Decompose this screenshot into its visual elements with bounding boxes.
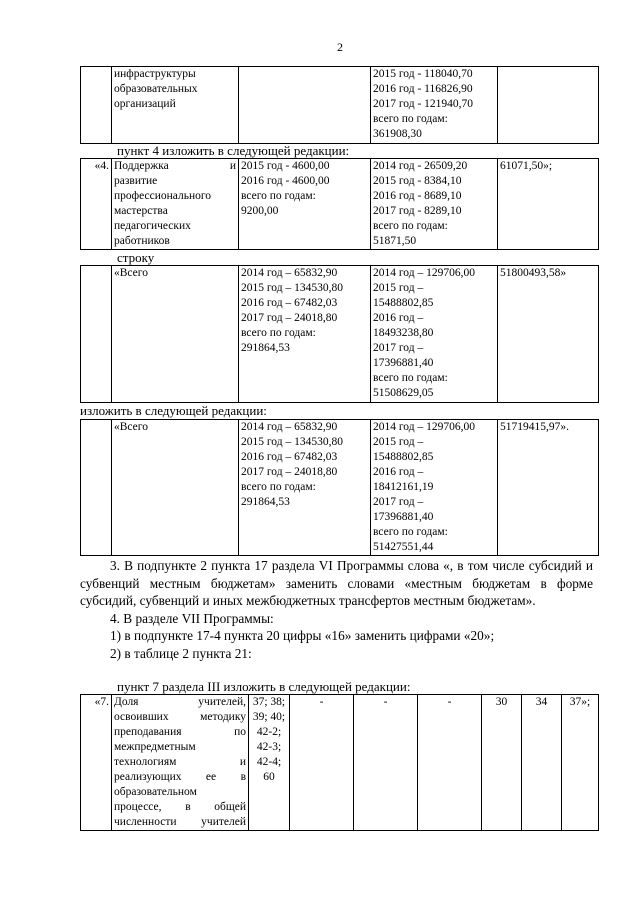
t5-v1: - — [290, 695, 354, 831]
t4-col5: 51719415,97». — [498, 420, 599, 556]
table-total-new — [80, 419, 599, 556]
t1-col5 — [498, 67, 599, 144]
paragraph-3: 3. В подпункте 2 пункта 17 раздела VI Программы слова «, в том числе субсидий и субвенций местным бюджетам» заменить словами «местным бюджетам в форме субсидий, субвенций и иных межбюджетных трансфертов местным бюджетам». — [80, 558, 593, 608]
t5-v5: 34 — [522, 695, 562, 831]
t1-col3 — [239, 67, 371, 144]
t5-num: «7. — [81, 695, 112, 831]
t5-v4: 30 — [482, 695, 522, 831]
paragraph-4: 4. В разделе VII Программы: — [110, 610, 274, 626]
t4-col3: 2014 год – 65832,90 2015 год – 134530,80 2016 год – 67482,03 2017 год – 24018,80 всего по годам: 291864,53 — [239, 420, 371, 556]
table-p7 — [80, 694, 599, 831]
t1-name: инфраструктуры образовательных организаций — [112, 67, 239, 144]
t5-v2: - — [354, 695, 418, 831]
t2-num: «4. — [81, 159, 112, 250]
t2-col5: 61071,50»; — [498, 159, 599, 250]
page-number: 2 — [337, 40, 343, 54]
instruction-p4: пункт 4 изложить в следующей редакции: — [117, 143, 350, 158]
t3-name: «Всего — [112, 266, 239, 403]
t3-col5: 51800493,58» — [498, 266, 599, 403]
t3-num — [81, 266, 112, 403]
t4-col4: 2014 год – 129706,00 2015 год – 15488802,85 2016 год – 18412161,19 2017 год – 17396881,40 всего по годам: 51427551,44 — [371, 420, 498, 556]
instruction-stroku: строку — [117, 250, 155, 265]
t5-v3: - — [418, 695, 482, 831]
body-text — [80, 557, 593, 662]
instruction-izlozhit: изложить в следующей редакции: — [80, 403, 267, 418]
t5-v6: 37»; — [562, 695, 599, 831]
t4-num — [81, 420, 112, 556]
table-p4 — [80, 158, 599, 250]
t2-name: Поддержка и развитие профессионального мастерства педагогических работников — [112, 159, 239, 250]
t3-col4: 2014 год – 129706,00 2015 год – 15488802,85 2016 год – 18493238,80 2017 год – 17396881,40 всего по годам: 51508629,05 — [371, 266, 498, 403]
t1-num — [81, 67, 112, 144]
t5-name: Доля учителей, освоивших методику преподавания по межпредметным технологиям и реализующих ее в образовательном процессе, в общей численности учителей — [112, 695, 249, 831]
t2-col3: 2015 год - 4600,00 2016 год - 4600,00 всего по годам: 9200,00 — [239, 159, 371, 250]
paragraph-4-1: 1) в подпункте 17-4 пункта 20 цифры «16» заменить цифрами «20»; — [110, 628, 495, 643]
paragraph-4-2: 2) в таблице 2 пункта 21: — [110, 645, 252, 661]
instruction-p7: пункт 7 раздела III изложить в следующей редакции: — [117, 679, 411, 694]
t5-refs: 37; 38; 39; 40; 42-2; 42-3; 42-4; 60 — [249, 695, 290, 831]
table-total-old — [80, 265, 599, 403]
t3-col3: 2014 год – 65832,90 2015 год – 134530,80 2016 год – 67482,03 2017 год – 24018,80 всего по годам: 291864,53 — [239, 266, 371, 403]
t1-col4: 2015 год - 118040,70 2016 год - 116826,90 2017 год - 121940,70 всего по годам: 361908,30 — [371, 67, 498, 144]
table-continuation — [80, 66, 599, 144]
t2-col4: 2014 год - 26509,20 2015 год - 8384,10 2016 год - 8689,10 2017 год - 8289,10 всего по годам: 51871,50 — [371, 159, 498, 250]
t4-name: «Всего — [112, 420, 239, 556]
